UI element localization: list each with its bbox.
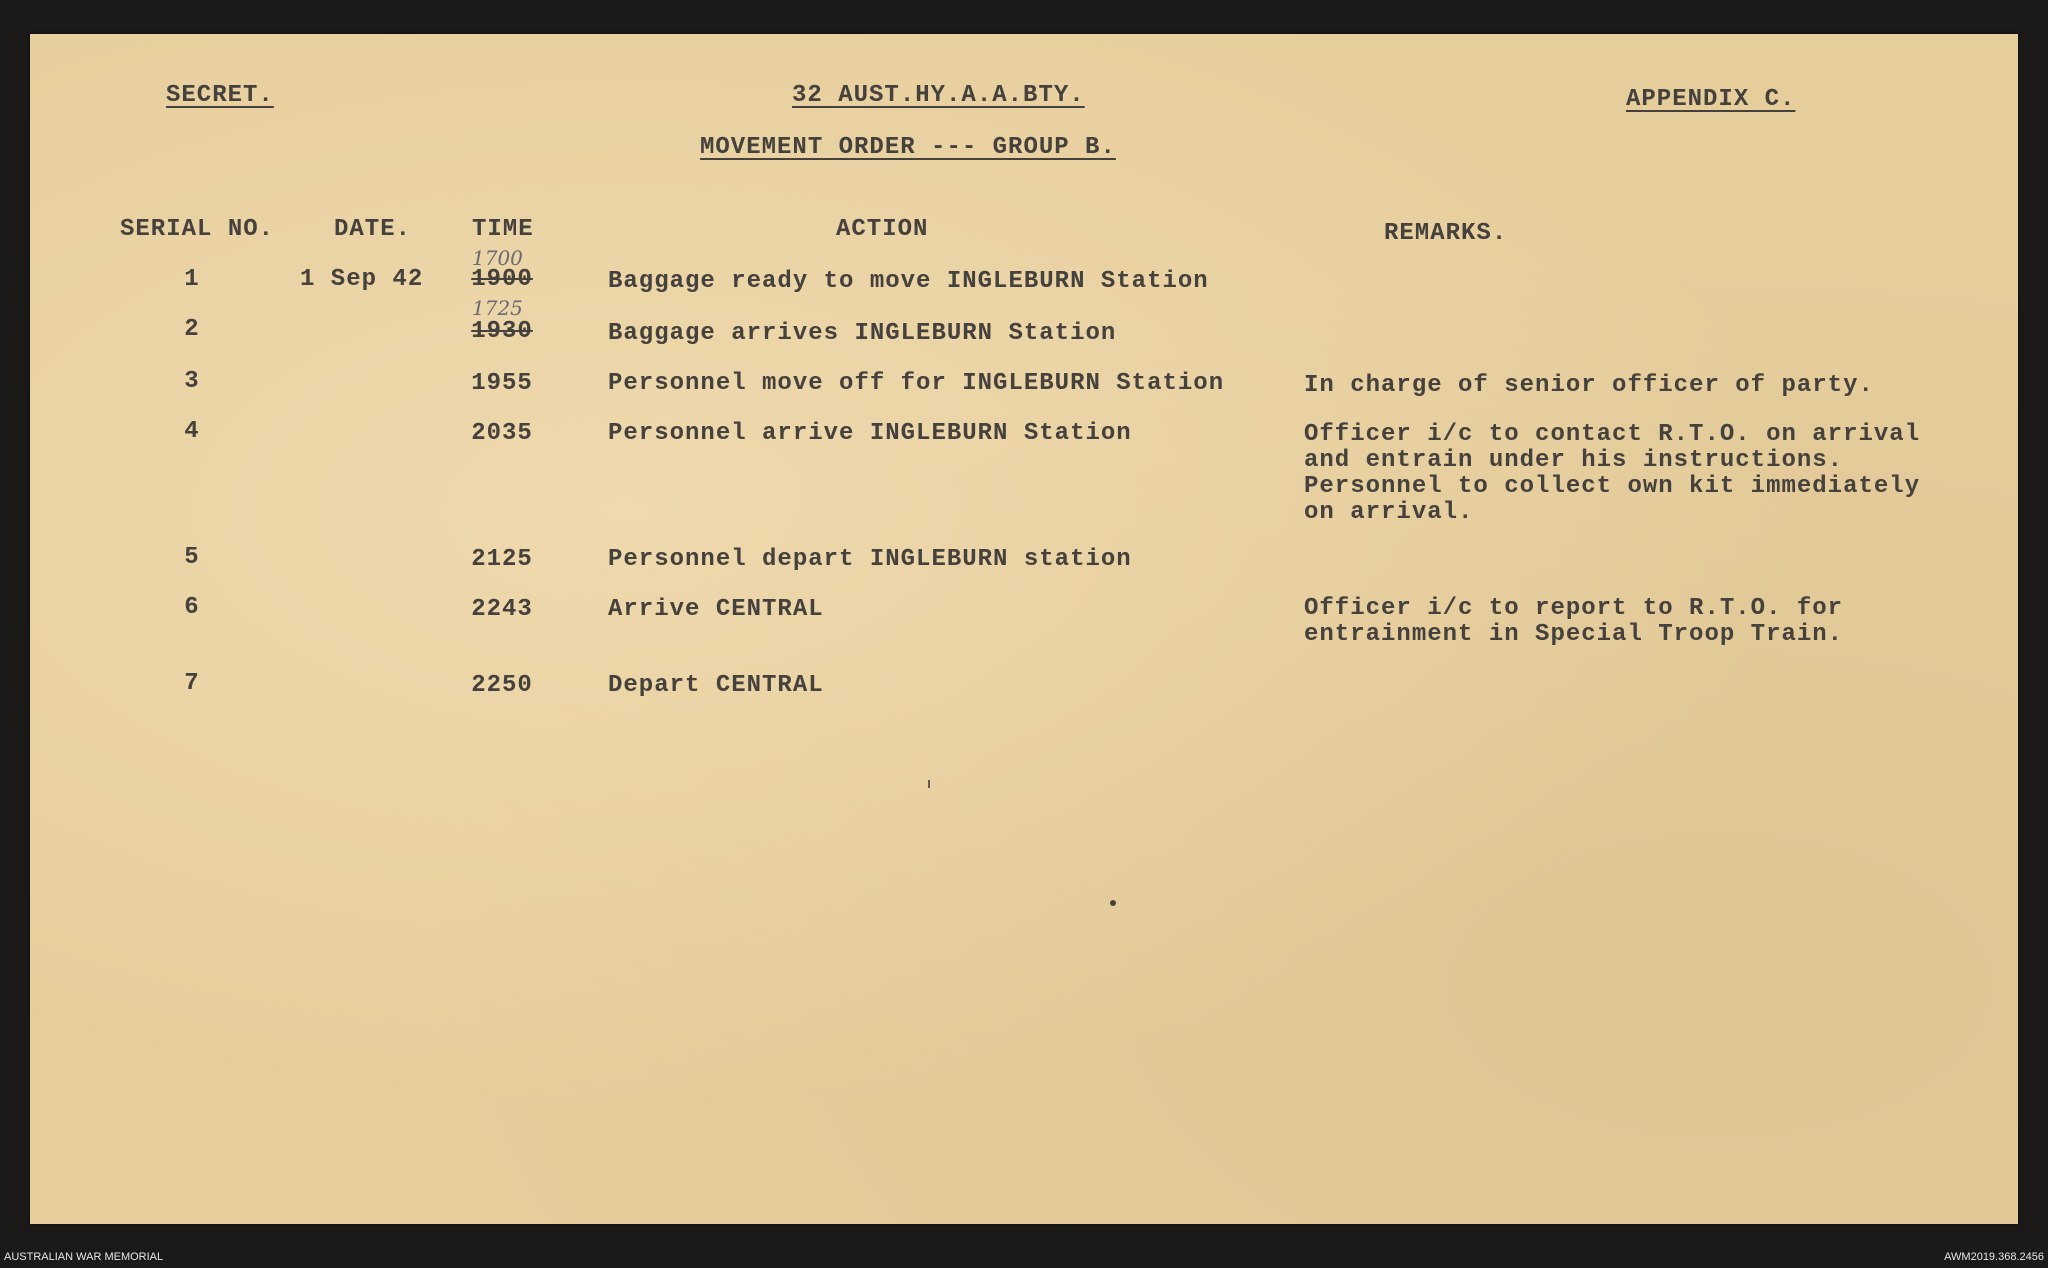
column-header-date: DATE. [334,216,412,243]
handwritten-time-correction: 1725 [472,296,523,320]
classification-label: SECRET. [166,82,274,109]
serial-number: 4 [184,418,200,445]
column-header-serial: SERIAL NO. [120,216,275,243]
unit-title: 32 AUST.HY.A.A.BTY. [792,82,1085,109]
action-text: Baggage arrives INGLEBURN Station [608,320,1117,347]
action-text: Arrive CENTRAL [608,596,824,623]
remarks-text: Officer i/c to contact R.T.O. on arrival and entrain under his instructions. Personnel to collect own kit immediately on arrival. [1304,421,1921,526]
time-value: 1930 [471,318,533,345]
time-value: 1955 [471,370,533,397]
action-text: Personnel move off for INGLEBURN Station [608,370,1225,397]
column-header-action: ACTION [836,216,929,243]
remarks-text: In charge of senior officer of party. [1304,372,1874,399]
serial-number: 7 [184,670,200,697]
action-text: Baggage ready to move INGLEBURN Station [608,268,1209,295]
remarks-text: Officer i/c to report to R.T.O. for entrainment in Special Troop Train. [1304,595,1844,648]
serial-number: 3 [184,368,200,395]
serial-number: 2 [184,316,200,343]
document-title: MOVEMENT ORDER --- GROUP B. [700,134,1116,161]
serial-number: 1 [184,266,200,293]
serial-number: 6 [184,594,200,621]
handwritten-time-correction: 1700 [472,246,523,270]
ink-spot [1110,900,1116,906]
time-value: 2035 [471,420,533,447]
action-text: Personnel arrive INGLEBURN Station [608,420,1132,447]
date-value: 1 Sep 42 [300,266,424,293]
column-header-remarks: REMARKS. [1384,220,1508,247]
time-value: 2250 [471,672,533,699]
archive-credit: AUSTRALIAN WAR MEMORIAL [4,1251,164,1263]
time-value: 1900 [471,266,533,293]
ink-mark [928,780,930,788]
action-text: Depart CENTRAL [608,672,824,699]
document-page [30,34,2018,1224]
appendix-label: APPENDIX C. [1626,86,1796,113]
action-text: Personnel depart INGLEBURN station [608,546,1132,573]
time-value: 2243 [471,596,533,623]
archive-reference: AWM2019.368.2456 [1944,1251,2044,1263]
serial-number: 5 [184,544,200,571]
time-value: 2125 [471,546,533,573]
column-header-time: TIME [472,216,534,243]
